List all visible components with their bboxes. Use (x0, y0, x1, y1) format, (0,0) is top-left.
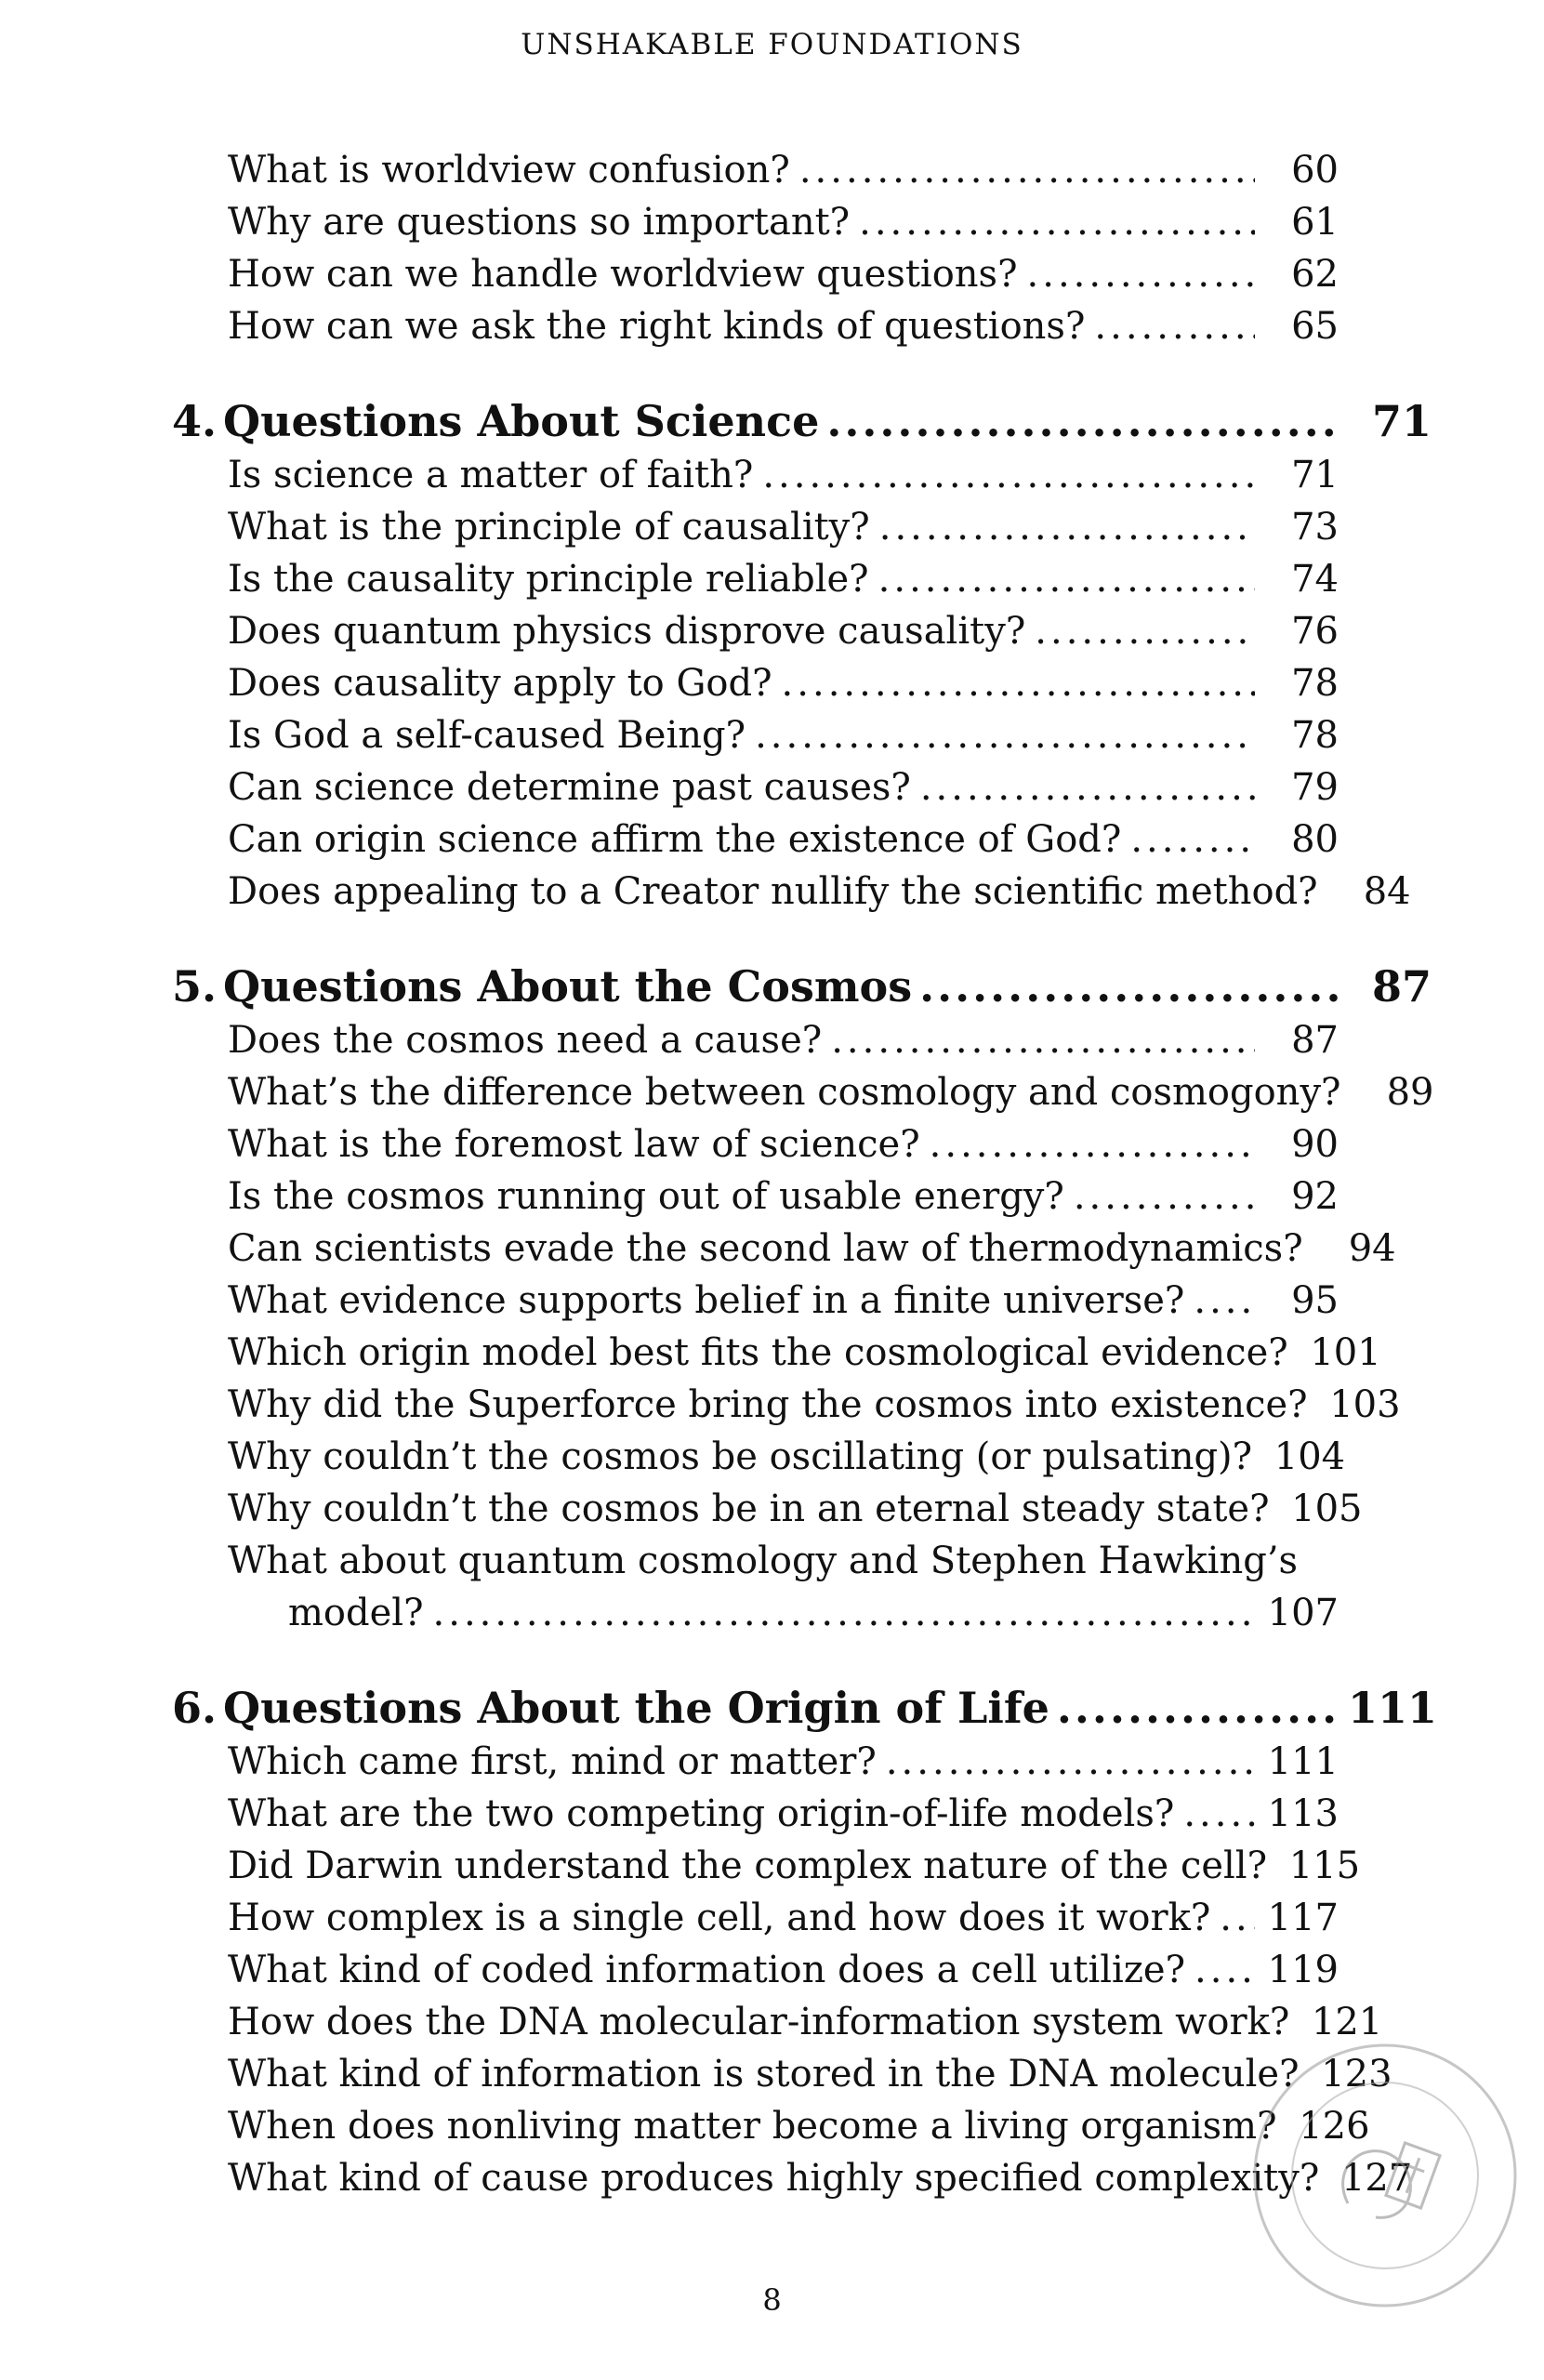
entry-page: 105 (1291, 1488, 1363, 1530)
entry-page: 90 (1291, 1123, 1339, 1166)
toc-entry[interactable] (214, 454, 1441, 506)
entry-page: 89 (1386, 1071, 1434, 1114)
toc-entry[interactable] (214, 201, 1441, 253)
toc-entry[interactable] (214, 305, 1441, 357)
dot-leader (1194, 1279, 1255, 1322)
entry-page: 107 (1267, 1592, 1339, 1634)
toc-entry[interactable] (214, 662, 1441, 714)
chapter-number: 4. (172, 396, 218, 446)
entry-title: Why couldn’t the cosmos be in an eternal steady state? (228, 1488, 1270, 1530)
dot-leader (878, 558, 1255, 601)
chapter-title: Questions About Science (223, 396, 820, 446)
entry-title: Is God a self-caused Being? (228, 714, 746, 757)
toc-entry[interactable] (214, 1792, 1441, 1844)
entry-page: 87 (1291, 1019, 1339, 1062)
toc-entry[interactable] (214, 870, 1441, 922)
entry-title: What kind of information is stored in the DNA molecule? (228, 2053, 1300, 2096)
dot-leader (1194, 1949, 1255, 1991)
entry-title: How complex is a single cell, and how does it work? (228, 1897, 1211, 1939)
entry-title: Is the causality principle reliable? (228, 558, 869, 601)
entry-page: 121 (1311, 2001, 1383, 2043)
entry-page: 80 (1291, 818, 1339, 861)
entry-page: 84 (1363, 870, 1411, 913)
toc-entry[interactable] (214, 610, 1441, 662)
dot-leader (782, 662, 1255, 705)
entry-page: 60 (1291, 149, 1339, 192)
entry-title: Why are questions so important? (228, 201, 851, 244)
dot-leader (879, 506, 1255, 549)
entry-title: Which came first, mind or matter? (228, 1740, 877, 1783)
entry-title: What evidence supports belief in a finite universe? (228, 1279, 1185, 1322)
entry-page: 78 (1291, 662, 1339, 705)
entry-title: Is the cosmos running out of usable energy? (228, 1175, 1064, 1218)
chapter-page: 87 (1371, 961, 1432, 1012)
entry-title: Does quantum physics disprove causality? (228, 610, 1026, 653)
toc-entry[interactable] (214, 1435, 1441, 1488)
toc-entry[interactable] (214, 1488, 1441, 1540)
entry-title: Does appealing to a Creator nullify the scientific method? (228, 870, 1318, 913)
toc-entry[interactable] (214, 714, 1441, 766)
chapter-heading[interactable] (172, 961, 1441, 1019)
toc-entry[interactable] (214, 766, 1441, 818)
entry-title: What kind of coded information does a cell utilize? (228, 1949, 1186, 1991)
chapter-title: Questions About the Origin of Life (223, 1683, 1049, 1733)
entry-title: What is the foremost law of science? (228, 1123, 920, 1166)
entry-page: 117 (1267, 1897, 1339, 1939)
entry-page: 111 (1267, 1740, 1339, 1783)
entry-page: 123 (1321, 2053, 1392, 2096)
dot-leader (1130, 818, 1255, 861)
entry-title: What is worldview confusion? (228, 149, 790, 192)
entry-page: 104 (1273, 1435, 1346, 1478)
entry-page: 101 (1310, 1331, 1381, 1374)
toc-entry[interactable] (214, 1740, 1441, 1792)
entry-title-continued: model? (288, 1592, 424, 1634)
entry-page: 71 (1291, 454, 1339, 496)
entry-page: 126 (1299, 2105, 1370, 2148)
entry-title: How does the DNA molecular-information system work? (228, 2001, 1290, 2043)
chapter-number: 6. (172, 1683, 218, 1733)
entry-title: Can origin science affirm the existence of God? (228, 818, 1122, 861)
entry-page: 92 (1291, 1175, 1339, 1218)
dot-leader (1220, 1897, 1255, 1939)
entry-page: 65 (1291, 305, 1339, 348)
entry-page: 62 (1291, 253, 1339, 296)
entry-title: Which origin model best fits the cosmological evidence? (228, 1331, 1288, 1374)
toc-entry[interactable] (214, 1175, 1441, 1227)
entry-page: 103 (1329, 1383, 1401, 1426)
dot-leader (1183, 1792, 1255, 1835)
entry-title: Is science a matter of faith? (228, 454, 754, 496)
toc-entry[interactable] (214, 1383, 1441, 1435)
chapter-heading[interactable] (172, 396, 1441, 454)
entry-title: What’s the difference between cosmology and cosmogony? (228, 1071, 1341, 1114)
entry-title: Why couldn’t the cosmos be oscillating (or pulsating)? (228, 1435, 1253, 1478)
chapter-page: 111 (1348, 1683, 1438, 1733)
seller-stamp-logo (1236, 2027, 1534, 2324)
entry-title: Did Darwin understand the complex nature of the cell? (228, 1844, 1268, 1887)
dot-leader (930, 1123, 1255, 1166)
toc-entry[interactable] (214, 1019, 1441, 1071)
dot-leader (1027, 253, 1255, 296)
toc-entry-line-1[interactable] (214, 1540, 1441, 1592)
entry-title: What are the two competing origin-of-life models? (228, 1792, 1175, 1835)
entry-title: What is the principle of causality? (228, 506, 870, 549)
dot-leader (755, 714, 1255, 757)
entry-title: Does the cosmos need a cause? (228, 1019, 823, 1062)
dot-leader (920, 766, 1255, 809)
toc-entry[interactable] (214, 506, 1441, 558)
dot-leader (1074, 1175, 1255, 1218)
dot-leader (826, 396, 1340, 446)
entry-page: 78 (1291, 714, 1339, 757)
dot-leader (886, 1740, 1255, 1783)
dot-leader (799, 149, 1255, 192)
entry-page: 74 (1291, 558, 1339, 601)
entry-page: 113 (1267, 1792, 1339, 1835)
toc-entry[interactable] (214, 1071, 1441, 1123)
entry-page: 115 (1288, 1844, 1361, 1887)
stamp-svg (1236, 2027, 1534, 2324)
toc-entry[interactable] (214, 1844, 1441, 1897)
entry-page: 94 (1348, 1227, 1396, 1270)
entry-title: How can we ask the right kinds of questions? (228, 305, 1086, 348)
chapter-heading[interactable] (172, 1683, 1441, 1740)
entry-title: Can scientists evade the second law of thermodynamics? (228, 1227, 1303, 1270)
dot-leader (1057, 1683, 1340, 1733)
entry-title: When does nonliving matter become a living organism? (228, 2105, 1277, 2148)
entry-title: Can science determine past causes? (228, 766, 911, 809)
entry-page: 73 (1291, 506, 1339, 549)
entry-title: Why did the Superforce bring the cosmos into existence? (228, 1383, 1308, 1426)
entry-page: 95 (1291, 1279, 1339, 1322)
entry-title: How can we handle worldview questions? (228, 253, 1018, 296)
entry-page: 79 (1291, 766, 1339, 809)
toc-entry[interactable] (214, 1331, 1441, 1383)
entry-title: What about quantum cosmology and Stephen Hawking’s (228, 1540, 1299, 1582)
table-of-contents (172, 149, 1441, 2209)
toc-entry[interactable] (214, 558, 1441, 610)
chapter-title: Questions About the Cosmos (223, 961, 913, 1012)
toc-entry[interactable] (214, 818, 1441, 870)
chapter-number: 5. (172, 961, 218, 1012)
entry-page: 127 (1340, 2157, 1413, 2200)
entry-title: What kind of cause produces highly specified complexity? (228, 2157, 1320, 2200)
toc-entry[interactable] (214, 1227, 1441, 1279)
toc-entry[interactable] (214, 1279, 1441, 1331)
dot-leader (831, 1019, 1255, 1062)
page-number: 8 (762, 2282, 782, 2318)
entry-page: 119 (1267, 1949, 1339, 1991)
toc-entry[interactable] (214, 253, 1441, 305)
dot-leader (1094, 305, 1255, 348)
dot-leader (433, 1592, 1255, 1634)
dot-leader (859, 201, 1255, 244)
entry-page: 76 (1291, 610, 1339, 653)
toc-entry[interactable] (214, 1123, 1441, 1175)
entry-page: 61 (1291, 201, 1339, 244)
toc-entry[interactable] (214, 1949, 1441, 2001)
toc-entry[interactable] (214, 1897, 1441, 1949)
running-head: UNSHAKABLE FOUNDATIONS (521, 28, 1023, 61)
dot-leader (762, 454, 1255, 496)
dot-leader (1035, 610, 1255, 653)
dot-leader (919, 961, 1340, 1012)
entry-title: Does causality apply to God? (228, 662, 772, 705)
toc-entry[interactable] (214, 149, 1441, 201)
chapter-page: 71 (1371, 396, 1432, 446)
toc-entry-line-2[interactable] (214, 1592, 1441, 1644)
